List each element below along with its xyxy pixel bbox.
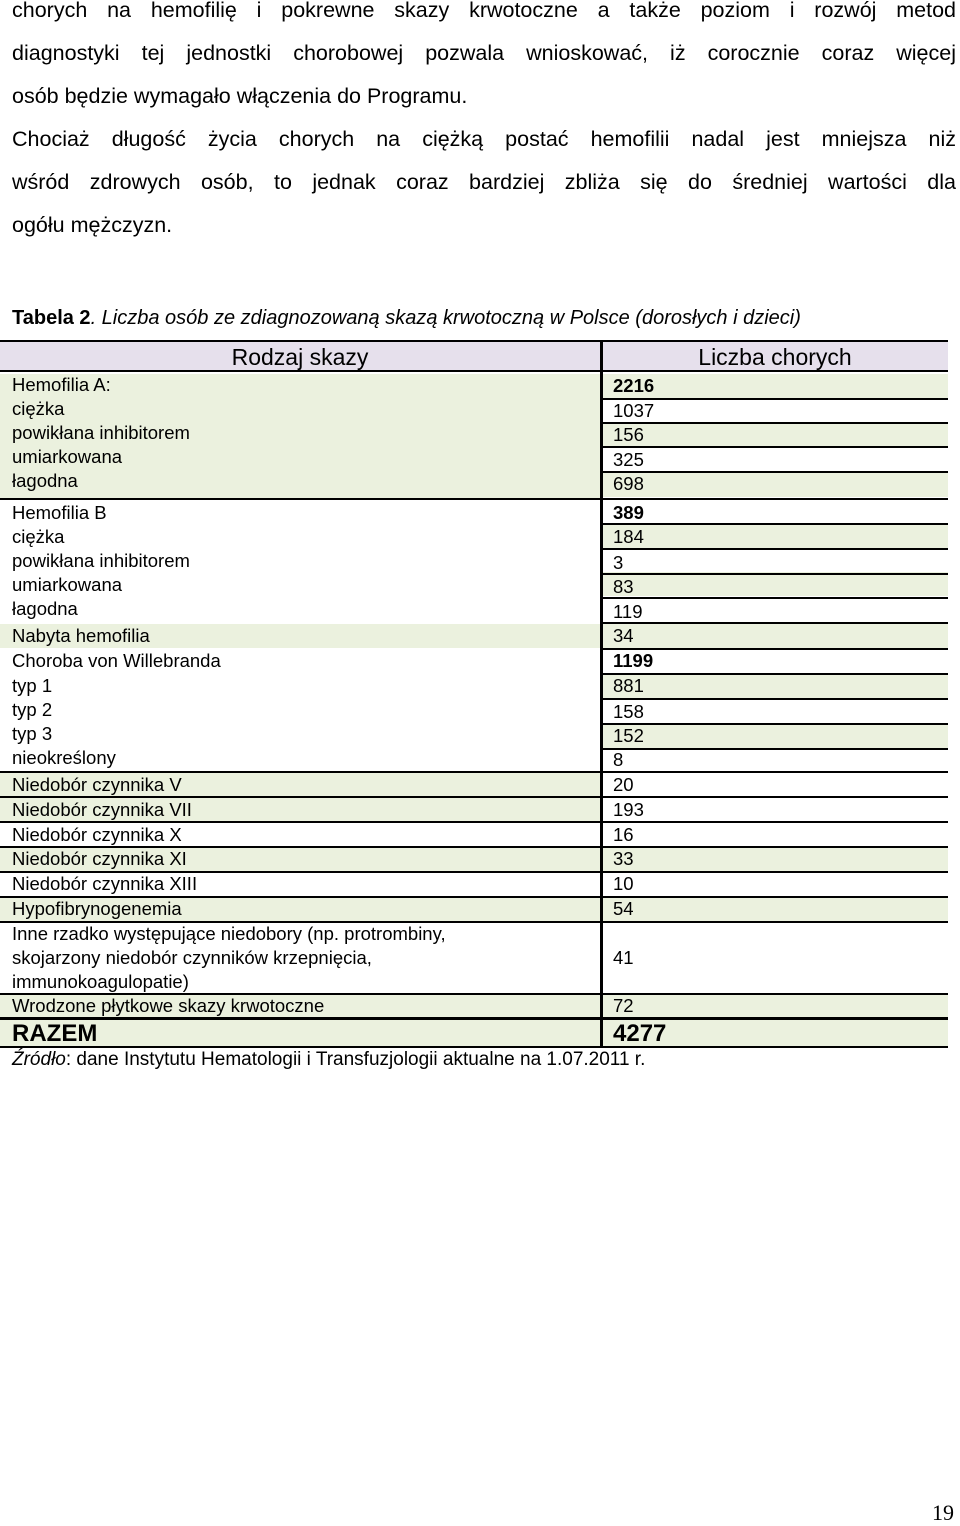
paragraph-line: wśród zdrowych osób, to jednak coraz bardziej zbliża się do średniej wartości dla	[12, 170, 956, 194]
row-value: 881	[613, 675, 644, 696]
row-value: 34	[613, 625, 634, 646]
row-label: Niedobór czynnika VII	[12, 799, 192, 820]
row-value: 698	[613, 473, 644, 494]
row-label: umiarkowana	[12, 574, 123, 595]
row-label: skojarzony niedobór czynników krzepnięcia,	[12, 947, 372, 968]
row-label: ciężka	[12, 398, 65, 419]
row-label: łagodna	[12, 598, 78, 619]
row-value: 2216	[613, 375, 655, 396]
row-label: typ 1	[12, 675, 53, 696]
row-value: 16	[613, 824, 634, 845]
row-value: 3	[613, 552, 624, 573]
row-value: 41	[613, 947, 634, 968]
table-caption	[12, 307, 801, 330]
row-label: ciężka	[12, 526, 65, 547]
table-source	[12, 1049, 645, 1071]
row-label: typ 2	[12, 699, 53, 720]
row-label: Hemofilia A:	[12, 374, 111, 395]
source-label: Źródło	[12, 1049, 66, 1070]
row-label: nieokreślony	[12, 747, 116, 768]
row-label: Niedobór czynnika V	[12, 774, 182, 795]
source-text: : dane Instytutu Hematologii i Transfuzjologii aktualne na 1.07.2011 r.	[65, 1049, 646, 1070]
row-value: 325	[613, 449, 644, 470]
table-header	[0, 340, 948, 372]
row-label: Choroba von Willebranda	[12, 650, 221, 671]
column-header-count: Liczba chorych	[698, 344, 852, 370]
row-value: 119	[613, 601, 643, 622]
row-label: Nabyta hemofilia	[12, 625, 150, 646]
life-expectancy-paragraph	[12, 118, 956, 247]
total-label: RAZEM	[12, 1020, 98, 1047]
row-value: 10	[613, 873, 634, 894]
paragraph-line: chorych na hemofilię i pokrewne skazy krwotoczne a także poziom i rozwój metod	[12, 0, 956, 22]
row-label: Wrodzone płytkowe skazy krwotoczne	[12, 995, 325, 1016]
paragraph-line: Chociaż długość życia chorych na ciężką postać hemofilii nadal jest mniejsza niż	[12, 127, 956, 151]
row-label: powikłana inhibitorem	[12, 422, 190, 443]
row-label: typ 3	[12, 723, 53, 744]
intro-paragraph	[12, 0, 956, 118]
row-value: 54	[613, 898, 634, 919]
row-value: 152	[613, 725, 644, 746]
row-label: Niedobór czynnika XI	[12, 848, 187, 869]
paragraph-line: diagnostyki tej jednostki chorobowej pozwala wnioskować, iż corocznie coraz więcej	[12, 41, 956, 65]
paragraph-line: osób będzie wymagało włączenia do Programu.	[12, 84, 468, 108]
row-label: Inne rzadko występujące niedobory (np. protrombiny,	[12, 923, 446, 944]
row-label: umiarkowana	[12, 446, 123, 467]
row-value: 1037	[613, 400, 655, 421]
row-value: 193	[613, 799, 644, 820]
row-label: Hemofilia B	[12, 502, 107, 523]
row-value: 1199	[613, 650, 654, 671]
row-value: 8	[613, 749, 624, 770]
row-label: powikłana inhibitorem	[12, 550, 190, 571]
row-label: immunokoagulopatie)	[12, 971, 189, 992]
row-value: 83	[613, 576, 634, 597]
row-value: 72	[613, 995, 634, 1016]
row-value: 184	[613, 526, 644, 547]
row-label: Niedobór czynnika XIII	[12, 873, 198, 894]
total-value: 4277	[613, 1020, 667, 1047]
row-value: 20	[613, 774, 634, 795]
table-caption-text: . Liczba osób ze zdiagnozowaną skazą krwotoczną w Polsce (dorosłych i dzieci)	[90, 307, 801, 329]
row-label: łagodna	[12, 470, 78, 491]
page-number: 19	[932, 1500, 954, 1525]
row-value: 156	[613, 424, 644, 445]
row-value: 158	[613, 701, 644, 722]
column-header-type: Rodzaj skazy	[231, 344, 369, 370]
row-value: 389	[613, 502, 644, 523]
row-value: 33	[613, 848, 634, 869]
row-label: Hypofibrynogenemia	[12, 898, 182, 919]
row-label: Niedobór czynnika X	[12, 824, 182, 845]
table-caption-label: Tabela 2	[12, 307, 91, 329]
paragraph-line: ogółu mężczyzn.	[12, 213, 173, 237]
